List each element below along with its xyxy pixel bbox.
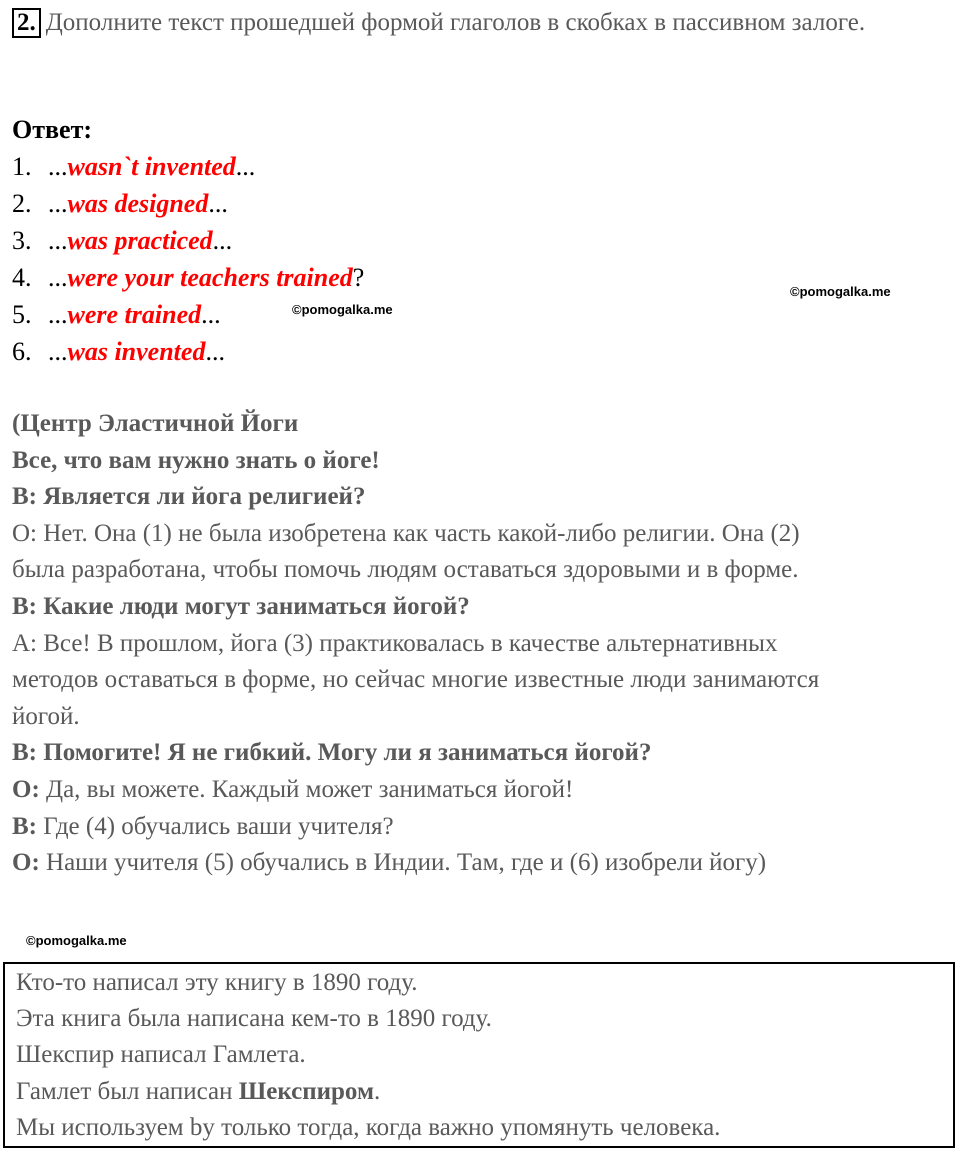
answer-suffix: ... bbox=[212, 226, 233, 255]
watermark: ©pomogalka.me bbox=[26, 933, 127, 948]
translation-line: Все, что вам нужно знать о йоге! bbox=[12, 446, 380, 474]
answer-prefix: ... bbox=[48, 263, 68, 292]
answer-suffix: ... bbox=[205, 337, 225, 366]
translation-line: была разработана, чтобы помочь людям оставаться здоровыми и в форме. bbox=[12, 556, 799, 584]
translation-qa-line bbox=[12, 845, 947, 882]
answer-suffix: ... bbox=[201, 300, 221, 329]
rule-emphasis: Шекспиром bbox=[238, 1077, 374, 1105]
watermark: ©pomogalka.me bbox=[790, 284, 891, 299]
answer-suffix: ... bbox=[235, 152, 256, 181]
answer-prefix: ... bbox=[48, 189, 68, 218]
answer-suffix: ... bbox=[208, 189, 228, 218]
answer-prefix: ... bbox=[48, 300, 68, 329]
watermark: ©pomogalka.me bbox=[292, 302, 393, 317]
answer-list bbox=[12, 148, 364, 370]
translation-line: А: Все! В прошлом, йога (3) практиковалась в качестве альтернативных bbox=[12, 629, 778, 657]
answer-number: 2. bbox=[12, 189, 32, 218]
translation-text bbox=[12, 406, 947, 882]
task-header bbox=[12, 4, 942, 41]
qa-text: Где (4) обучались ваши учителя? bbox=[37, 812, 394, 840]
answer-title: Ответ: bbox=[12, 115, 93, 144]
answer-item bbox=[12, 333, 364, 370]
qa-label: О: bbox=[12, 849, 40, 877]
rule-line: Кто-то написал эту книгу в 1890 году. bbox=[16, 969, 418, 996]
translation-qa-line bbox=[12, 809, 947, 846]
translation-line: методов оставаться в форме, но сейчас многие известные люди занимаются bbox=[12, 666, 820, 694]
translation-line: В: Какие люди могут заниматься йогой? bbox=[12, 592, 470, 620]
answer-prefix: ... bbox=[48, 226, 68, 255]
qa-text: Да, вы можете. Каждый может заниматься йогой! bbox=[39, 775, 574, 803]
translation-qa-line bbox=[12, 772, 947, 809]
qa-label: О: bbox=[12, 775, 40, 803]
qa-label: В: bbox=[12, 812, 37, 840]
translation-line: В: Помогите! Я не гибкий. Могу ли я заниматься йогой? bbox=[12, 739, 652, 767]
answer-number: 1. bbox=[12, 152, 32, 181]
answer-item bbox=[12, 148, 364, 185]
answer-number: 5. bbox=[12, 300, 32, 329]
answer-verb: was invented bbox=[67, 337, 206, 366]
answer-verb: were your teachers trained bbox=[67, 263, 353, 292]
translation-line: йогой. bbox=[12, 702, 80, 730]
answer-number: 6. bbox=[12, 337, 32, 366]
rule-line: Мы используем by только тогда, когда важно упомянуть человека. bbox=[16, 1113, 721, 1141]
answer-item bbox=[12, 222, 364, 259]
rule-text: Гамлет был написан bbox=[16, 1077, 239, 1105]
task-number: 2. bbox=[12, 8, 41, 38]
answer-verb: was practiced bbox=[67, 226, 213, 255]
answer-suffix: ? bbox=[352, 263, 365, 292]
answer-prefix: ... bbox=[48, 152, 68, 181]
answer-item bbox=[12, 259, 364, 296]
answer-number: 3. bbox=[12, 226, 32, 255]
rule-box bbox=[3, 962, 955, 1148]
task-instruction: Дополните текст прошедшей формой глаголов в скобках в пассивном залоге. bbox=[45, 9, 866, 36]
rule-text: . bbox=[373, 1077, 381, 1105]
answer-number: 4. bbox=[12, 263, 32, 292]
answer-verb: were trained bbox=[67, 300, 202, 329]
translation-line: В: Является ли йога религией? bbox=[12, 483, 366, 511]
qa-text: Наши учителя (5) обучались в Индии. Там, где и (6) изобрели йогу) bbox=[39, 849, 767, 877]
translation-line: (Центр Эластичной Йоги bbox=[12, 410, 299, 437]
rule-line: Шекспир написал Гамлета. bbox=[16, 1041, 306, 1069]
answer-item bbox=[12, 185, 364, 222]
rule-line: Эта книга была написана кем-то в 1890 году. bbox=[16, 1005, 492, 1033]
rule-line bbox=[16, 1074, 953, 1110]
translation-line: О: Нет. Она (1) не была изобретена как часть какой-либо религии. Она (2) bbox=[12, 519, 800, 547]
answer-verb: wasn`t invented bbox=[67, 152, 236, 181]
answer-prefix: ... bbox=[48, 337, 68, 366]
answer-verb: was designed bbox=[67, 189, 209, 218]
